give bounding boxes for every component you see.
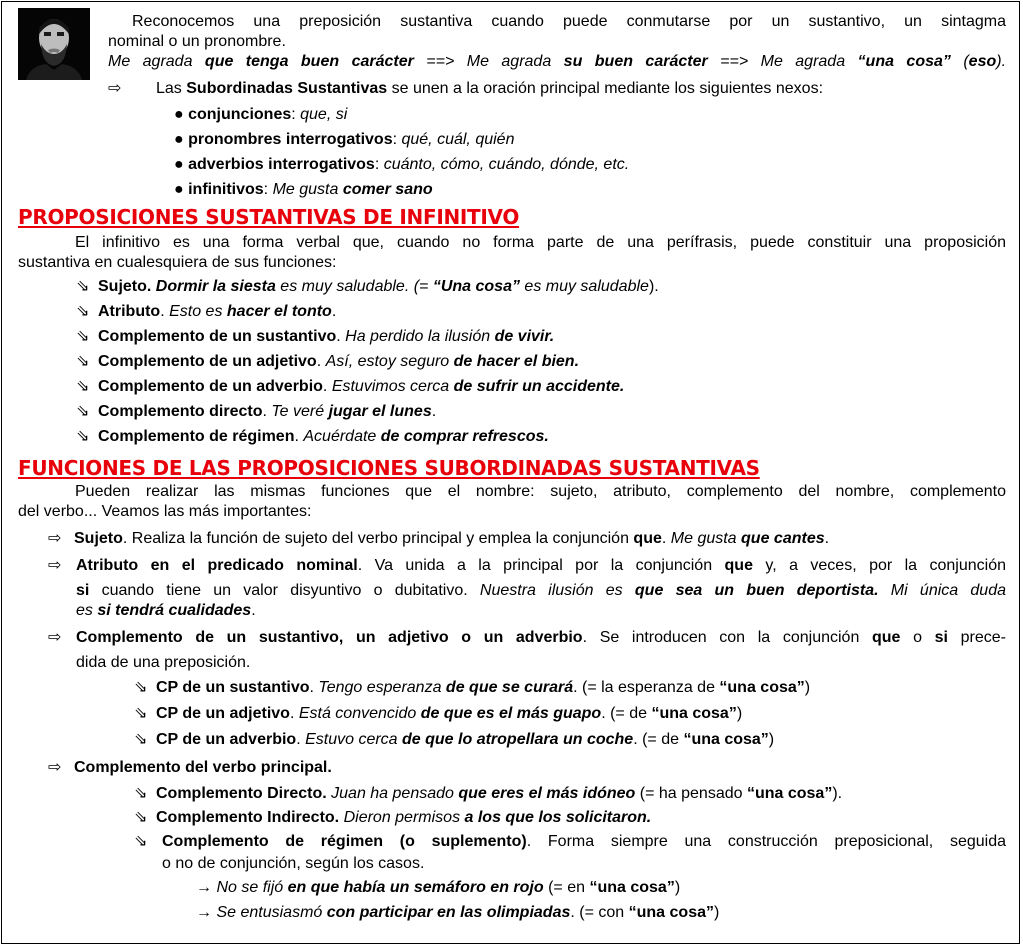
hollow-arrow-icon: ⇘: [134, 833, 148, 850]
bullet-icon: ●: [174, 181, 189, 198]
function-atributo-line-1: Atributo en el predicado nominal. Va unida a la principal por la conjunción que y, a veces, por la conjunción: [76, 557, 1007, 574]
section-heading-funciones: FUNCIONES DE LAS PROPOSICIONES SUBORDINADAS SUSTANTIVAS: [18, 456, 760, 480]
function-sujeto: ⇨ Sujeto. Realiza la función de sujeto del verbo principal y emplea la conjunción que. Me gusta que cantes.: [48, 530, 830, 547]
bearded-man-image: [18, 8, 90, 80]
infinitive-function-item: ⇘ Sujeto. Dormir la siesta es muy saludable. (= “Una cosa” es muy saludable).: [76, 278, 659, 295]
function-complemento-line-2: dida de una preposición.: [76, 654, 251, 671]
infinitive-function-item: ⇘ Complemento de régimen. Acuérdate de comprar refrescos.: [76, 428, 549, 445]
verb-complement-regimen-line-1: Complemento de régimen (o suplemento). Forma siempre una construcción preposicional, seguida: [162, 833, 1006, 850]
function-verbo: ⇨ Complemento del verbo principal.: [48, 759, 332, 776]
nexo-item: ● adverbios interrogativos: cuánto, cómo, cuándo, dónde, etc.: [174, 156, 630, 173]
nexo-item: ● conjunciones: que, si: [174, 106, 348, 123]
hollow-arrow-icon: ⇘: [134, 731, 148, 748]
hollow-arrow-icon: ⇘: [76, 353, 90, 370]
infinitive-function-item: ⇘ Complemento directo. Te veré jugar el lunes.: [76, 403, 437, 420]
hollow-arrow-icon: ⇘: [134, 705, 148, 722]
arrow-right-icon: →: [196, 904, 217, 921]
infinitive-function-item: ⇘ Complemento de un sustantivo. Ha perdido la ilusión de vivir.: [76, 328, 555, 345]
function-atributo-line-3: es si tendrá cualidades.: [76, 602, 256, 619]
intro-line-1: Reconocemos una preposición sustantiva cuando puede conmutarse por un sustantivo, un sintagma: [132, 13, 1006, 30]
nexo-item: ● pronombres interrogativos: qué, cuál, quién: [174, 131, 515, 148]
verb-complement-ci: ⇘ Complemento Indirecto. Dieron permisos a los que los solicitaron.: [134, 809, 652, 826]
section-heading-infinitivo: PROPOSICIONES SUSTANTIVAS DE INFINITIVO: [18, 205, 520, 229]
outline-arrow-icon: ⇨: [48, 629, 62, 646]
regimen-example: → Se entusiasmó con participar en las olimpiadas. (= con “una cosa”): [196, 904, 720, 921]
section2-paragraph-line-2: del verbo... Veamos las más importantes:: [18, 503, 312, 520]
outline-arrow-icon: ⇨: [48, 759, 62, 776]
section1-paragraph-line-2: sustantiva en cualesquiera de sus funciones:: [18, 254, 337, 271]
intro-line-2: nominal o un pronombre.: [108, 33, 286, 50]
hollow-arrow-icon: ⇘: [134, 785, 148, 802]
infinitive-function-item: ⇘ Atributo. Esto es hacer el tonto.: [76, 303, 337, 320]
section1-paragraph-line-1: El infinitivo es una forma verbal que, cuando no forma parte de una perífrasis, puede constituir una proposición: [75, 234, 1006, 251]
outline-arrow-icon: ⇨: [48, 530, 62, 547]
bullet-icon: ●: [174, 106, 189, 123]
hollow-arrow-icon: ⇘: [134, 809, 148, 826]
hollow-arrow-icon: ⇘: [76, 403, 90, 420]
hollow-arrow-icon: ⇘: [76, 378, 90, 395]
infinitive-function-item: ⇘ Complemento de un adverbio. Estuvimos cerca de sufrir un accidente.: [76, 378, 625, 395]
outline-arrow-icon: ⇨: [108, 80, 122, 97]
cp-item: ⇘ CP de un adjetivo. Está convencido de que es el más guapo. (= de “una cosa”): [134, 705, 743, 722]
nexo-item: ● infinitivos: Me gusta comer sano: [174, 181, 433, 198]
infinitive-function-item: ⇘ Complemento de un adjetivo. Así, estoy seguro de hacer el bien.: [76, 353, 580, 370]
verb-complement-cd: ⇘ Complemento Directo. Juan ha pensado que eres el más idóneo (= ha pensado “una cosa”).: [134, 785, 843, 802]
outline-arrow-icon: ⇨: [48, 557, 62, 574]
intro-example: Me agrada que tenga buen carácter ==> Me agrada su buen carácter ==> Me agrada “una cosa” (eso).: [108, 53, 1007, 70]
bullet-icon: ●: [174, 131, 189, 148]
function-atributo-line-2: si cuando tiene un valor disyuntivo o dubitativo. Nuestra ilusión es que sea un buen deportista. Mi única duda: [76, 582, 1007, 599]
hollow-arrow-icon: ⇘: [76, 428, 90, 445]
verb-complement-regimen-line-2: o no de conjunción, según los casos.: [162, 855, 425, 872]
author-avatar: [18, 8, 90, 80]
arrow-right-icon: →: [196, 879, 217, 896]
cp-item: ⇘ CP de un adverbio. Estuvo cerca de que lo atropellara un coche. (= de “una cosa”): [134, 731, 775, 748]
hollow-arrow-icon: ⇘: [134, 679, 148, 696]
regimen-example: → No se fijó en que había un semáforo en rojo (= en “una cosa”): [196, 879, 681, 896]
function-complemento-line-1: Complemento de un sustantivo, un adjetivo o un adverbio. Se introducen con la conjunción que o si prece-: [76, 629, 1007, 646]
hollow-arrow-icon: ⇘: [76, 303, 90, 320]
nexos-lead: ⇨ Las Subordinadas Sustantivas se unen a la oración principal mediante los siguientes nexos:: [108, 80, 824, 97]
bullet-icon: ●: [174, 156, 189, 173]
section2-paragraph-line-1: Pueden realizar las mismas funciones que el nombre: sujeto, atributo, complemento del nombre, complemento: [75, 483, 1006, 500]
cp-item: ⇘ CP de un sustantivo. Tengo esperanza de que se curará. (= la esperanza de “una cosa”): [134, 679, 811, 696]
hollow-arrow-icon: ⇘: [76, 328, 90, 345]
hollow-arrow-icon: ⇘: [76, 278, 90, 295]
